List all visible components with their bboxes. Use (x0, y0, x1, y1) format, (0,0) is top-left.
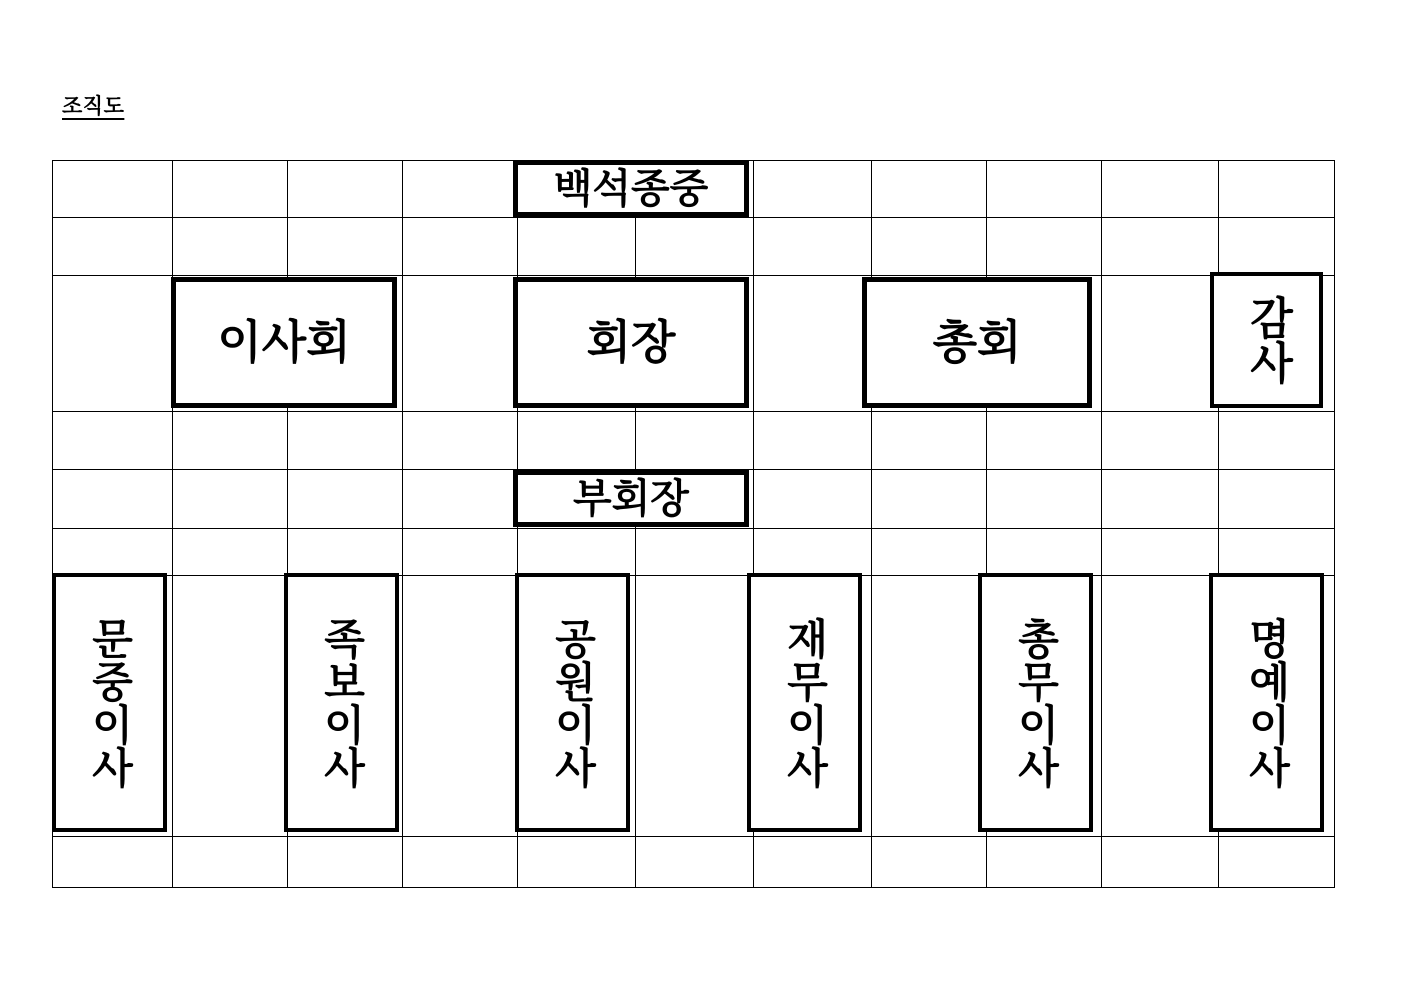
grid-cell (754, 161, 872, 218)
grid-cell (288, 529, 403, 576)
grid-cell (987, 837, 1102, 888)
grid-cell (403, 276, 518, 412)
grid-cell (987, 470, 1102, 529)
grid-cell (754, 412, 872, 470)
org-node-chairman[interactable]: 회장 (513, 277, 749, 408)
table-row (53, 218, 1335, 276)
grid-cell (403, 529, 518, 576)
grid-cell (754, 470, 872, 529)
grid-cell (53, 412, 173, 470)
grid-cell (1102, 218, 1219, 276)
grid-cell (1219, 161, 1335, 218)
grid-cell (987, 529, 1102, 576)
org-node-general-assembly[interactable]: 총회 (862, 277, 1092, 408)
page-title: 조직도 (62, 95, 125, 118)
grid-cell (872, 161, 987, 218)
org-node-director-myeongye[interactable]: 명예이사 (1209, 573, 1324, 832)
grid-cell (636, 529, 754, 576)
grid-cell (1102, 529, 1219, 576)
table-row (53, 412, 1335, 470)
grid-cell (173, 412, 288, 470)
grid-cell (987, 161, 1102, 218)
grid-cell (53, 218, 173, 276)
grid-cell (636, 576, 754, 837)
org-node-vice-chairman[interactable]: 부회장 (513, 470, 749, 527)
grid-cell (53, 529, 173, 576)
org-node-director-gongwon[interactable]: 공원이사 (515, 573, 630, 832)
grid-cell (1219, 470, 1335, 529)
grid-cell (403, 837, 518, 888)
grid-cell (288, 161, 403, 218)
grid-cell (872, 218, 987, 276)
org-node-director-munjung[interactable]: 문중이사 (52, 573, 167, 832)
table-row (53, 529, 1335, 576)
grid-cell (987, 218, 1102, 276)
grid-cell (1219, 412, 1335, 470)
grid-cell (53, 837, 173, 888)
grid-cell (1102, 412, 1219, 470)
grid-cell (53, 470, 173, 529)
grid-cell (518, 218, 636, 276)
table-row (53, 576, 1335, 837)
org-node-auditor[interactable]: 감사 (1210, 272, 1323, 408)
grid-cell (518, 529, 636, 576)
grid-cell (518, 837, 636, 888)
grid-cell (173, 218, 288, 276)
grid-cell (754, 218, 872, 276)
grid-cell (1219, 837, 1335, 888)
grid-cell (403, 218, 518, 276)
grid-cell (1102, 576, 1219, 837)
grid-cell (872, 470, 987, 529)
grid-cell (403, 576, 518, 837)
org-node-board[interactable]: 이사회 (171, 277, 397, 408)
org-node-director-chongmu[interactable]: 총무이사 (978, 573, 1093, 832)
grid-cell (754, 276, 872, 412)
grid-cell (288, 412, 403, 470)
grid-cell (872, 576, 987, 837)
grid-cell (636, 412, 754, 470)
grid-cell (987, 412, 1102, 470)
grid-cell (636, 218, 754, 276)
grid-cell (173, 529, 288, 576)
grid-cell (872, 529, 987, 576)
grid-cell (1219, 218, 1335, 276)
org-node-director-jokbo[interactable]: 족보이사 (284, 573, 399, 832)
grid-cell (288, 218, 403, 276)
grid-cell (872, 412, 987, 470)
table-row (53, 837, 1335, 888)
grid-cell (173, 576, 288, 837)
grid-cell (403, 470, 518, 529)
org-node-root[interactable]: 백석종중 (513, 160, 749, 217)
grid-cell (872, 837, 987, 888)
grid-cell (403, 412, 518, 470)
grid-cell (1102, 837, 1219, 888)
grid-cell (518, 412, 636, 470)
grid-cell (403, 161, 518, 218)
grid-cell (173, 837, 288, 888)
grid-cell (636, 837, 754, 888)
grid-cell (173, 470, 288, 529)
grid-cell (754, 529, 872, 576)
grid-cell (1102, 276, 1219, 412)
grid-cell (53, 276, 173, 412)
grid-cell (1219, 529, 1335, 576)
grid-cell (288, 837, 403, 888)
grid-cell (1102, 470, 1219, 529)
org-node-director-jaemu[interactable]: 재무이사 (747, 573, 862, 832)
grid-cell (173, 161, 288, 218)
grid-cell (288, 470, 403, 529)
grid-cell (754, 837, 872, 888)
grid-cell (1102, 161, 1219, 218)
grid-cell (53, 161, 173, 218)
